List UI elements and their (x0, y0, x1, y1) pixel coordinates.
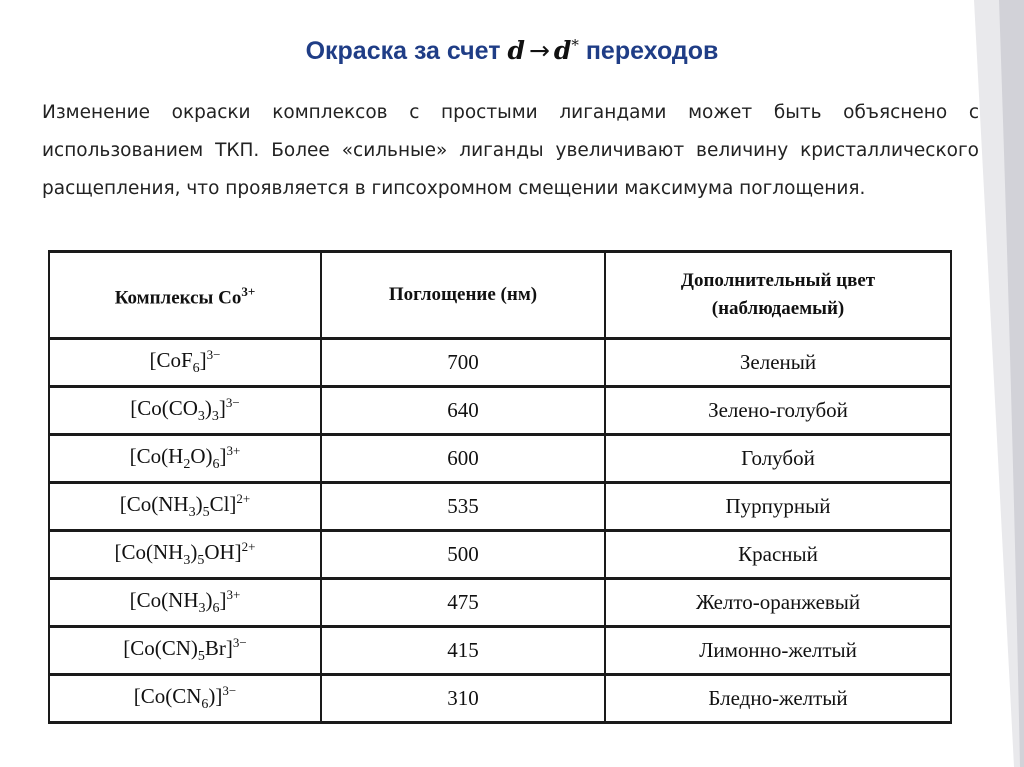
complex-formula: $[Co(NH_3)_6]^{3+}$ (49, 579, 321, 627)
complex-formula: $[Co(CN_6)]^{3-}$ (49, 675, 321, 723)
complex-formula: $[Co(CO_3)_3]^{3-}$ (49, 387, 321, 435)
title-prefix: Окраска за счет (305, 37, 501, 65)
observed-color: Зеленый (605, 339, 951, 387)
absorption-value: 310 (321, 675, 605, 723)
header-absorption: Поглощение (нм) (321, 252, 605, 339)
complex-formula: $[Co(H_2O)_6]^{3+}$ (49, 435, 321, 483)
complex-formula: $[Co(NH_3)_5OH]^{2+}$ (49, 531, 321, 579)
observed-color: Бледно-желтый (605, 675, 951, 723)
complex-formula: $[Co(CN)_5Br]^{3-}$ (49, 627, 321, 675)
title-math-d: d (507, 36, 525, 65)
absorption-value: 640 (321, 387, 605, 435)
table-row (49, 339, 951, 387)
absorption-value: 700 (321, 339, 605, 387)
observed-color: Голубой (605, 435, 951, 483)
absorption-value: 500 (321, 531, 605, 579)
observed-color: Красный (605, 531, 951, 579)
complex-formula: $[CoF_6]^{3-}$ (49, 339, 321, 387)
slide-title (0, 36, 1024, 66)
observed-color: Пурпурный (605, 483, 951, 531)
observed-color: Лимонно-желтый (605, 627, 951, 675)
table-row (49, 531, 951, 579)
title-arrow: → (528, 36, 550, 65)
observed-color: Зелено-голубой (605, 387, 951, 435)
title-math-d-star: d (553, 36, 572, 65)
title-suffix: переходов (585, 37, 719, 65)
observed-color: Желто-оранжевый (605, 579, 951, 627)
header-complexes-sup: 3+ (241, 283, 256, 299)
table-row (49, 627, 951, 675)
table-row (49, 579, 951, 627)
header-observed-color: Дополнительный цвет (наблюдаемый) (605, 252, 951, 339)
title-star: * (571, 36, 579, 54)
absorption-value: 600 (321, 435, 605, 483)
table-row (49, 483, 951, 531)
absorption-value: 535 (321, 483, 605, 531)
table-row (49, 675, 951, 723)
table-row (49, 435, 951, 483)
table-header-row (49, 252, 951, 339)
header-complexes: Комплексы $Co^{3+}$ (49, 252, 321, 339)
absorption-value: 415 (321, 627, 605, 675)
paragraph-text: Изменение окраски комплексов с простыми лигандами может быть объяснено с использованием ТКП. Более «сильные» лиганды увеличивают величину кристаллического расщепления, что проявляется в гипсохромном смещении максимума поглощения. (42, 102, 979, 199)
absorption-value: 475 (321, 579, 605, 627)
table-row (49, 387, 951, 435)
complexes-table (48, 250, 952, 724)
complex-formula: $[Co(NH_3)_5Cl]^{2+}$ (49, 483, 321, 531)
body-paragraph (42, 94, 979, 208)
